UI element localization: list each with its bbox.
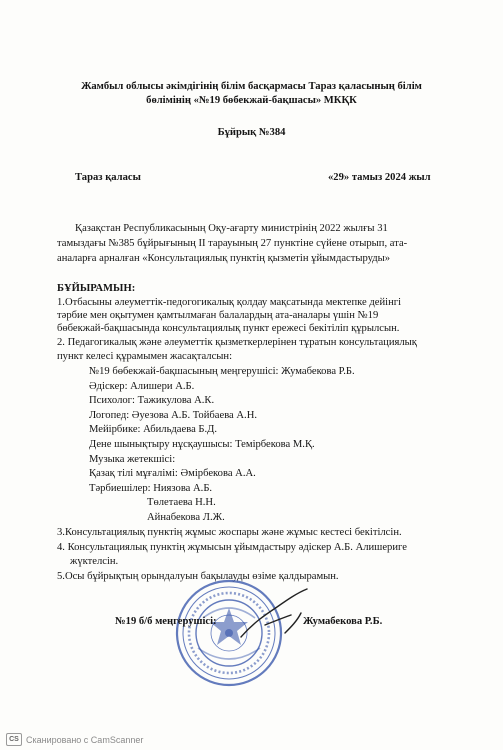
- item-line: тәрбие мен оқытумен қамтылмаған балалардың ата-аналары үшін №19: [57, 310, 379, 321]
- composition-line: Мейірбике: Абильдаева Б.Д.: [89, 424, 218, 435]
- place: Тараз қаласы: [75, 172, 141, 183]
- item-line: 3.Консультациялық пунктің жұмыс жоспары және жұмыс кестесі бекітілсін.: [57, 527, 402, 538]
- signatory-position: №19 б/б меңгерушісі:: [115, 616, 217, 627]
- command-heading: БҰЙЫРАМЫН:: [57, 283, 136, 294]
- composition-line: Психолог: Тажикулова А.К.: [89, 395, 215, 406]
- composition-line: Айнабекова Л.Ж.: [147, 512, 225, 523]
- composition-line: Музыка жетекшісі:: [89, 454, 176, 465]
- item-line: бөбекжай-бақшасында консультациялық пункт ережесі бекітіліп құрылсын.: [57, 323, 400, 334]
- order-title: Бұйрық №384: [217, 127, 286, 138]
- signatory-name: Жумабекова Р.Б.: [303, 616, 383, 627]
- preamble-line-2: тамыздағы №385 бұйрығының II тарауының 27 пунктіне сүйене отырып, ата-: [57, 238, 408, 249]
- header-line-2: бөлімінің «№19 бөбекжай-бақшасы» МКҚК: [146, 95, 357, 106]
- preamble-line-3: аналарға арналған «Консультациялық пунктің қызметін ұйымдастыруды»: [57, 253, 391, 264]
- composition-line: Әдіскер: Алишери А.Б.: [89, 381, 195, 392]
- item-line: 2. Педагогикалық және әлеуметтік қызметкерлерінен тұратын консультациялық: [57, 337, 417, 348]
- composition-line: Қазақ тілі мұғалімі: Әмірбекова А.А.: [89, 468, 256, 479]
- item-line: пункт келесі құрамымен жасақталсын:: [57, 351, 233, 362]
- composition-line: Логопед: Әуезова А.Б. Тойбаева А.Н.: [89, 410, 258, 421]
- scanner-watermark: [6, 733, 143, 746]
- camscanner-logo-icon: CS: [6, 733, 22, 746]
- date: «29» тамыз 2024 жыл: [328, 172, 431, 183]
- composition-line: Дене шынықтыру нұсқаушысы: Темірбекова М.Қ.: [89, 439, 315, 450]
- composition-line: Тәрбиешілер: Ниязова А.Б.: [89, 483, 213, 494]
- item-line: 5.Осы бұйрықтың орындалуын бақылауды өзіме қалдырамын.: [57, 571, 339, 582]
- preamble-line-1: Қазақстан Республикасының Оқу-ағарту министрінің 2022 жылғы 31: [75, 223, 388, 234]
- item-line: 4. Консультациялық пунктің жұмысын ұйымдастыру әдіскер А.Б. Алишериге: [57, 542, 407, 553]
- composition-line: №19 бөбекжай-бақшасының меңгерушісі: Жумабекова Р.Б.: [89, 366, 355, 377]
- item-line: 1.Отбасыны әлеуметтік-педогогикалық қолдау мақсатында мектепке дейінгі: [57, 297, 402, 308]
- scanner-watermark-text: Сканировано с CamScanner: [26, 734, 144, 745]
- header-line-1: Жамбыл облысы әкімдігінің білім басқармасы Тараз қаласының білім: [81, 81, 422, 92]
- composition-line: Төлетаева Н.Н.: [147, 497, 216, 508]
- item-line: жүктелсін.: [70, 556, 119, 567]
